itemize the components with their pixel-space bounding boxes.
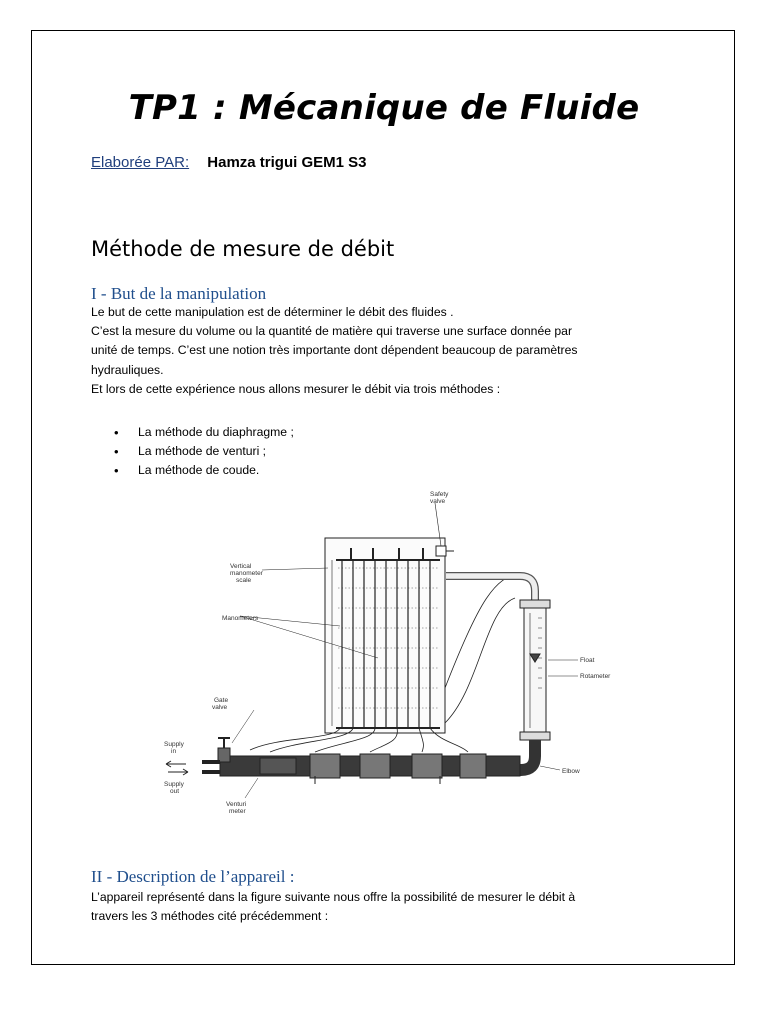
list-item: • La méthode de venturi ;	[114, 442, 294, 461]
label-gate-valve: valve	[212, 704, 228, 711]
document-title: TP1 : Mécanique de Fluide	[128, 88, 640, 128]
label-gate-valve: Gate	[214, 697, 229, 704]
section2-heading: II - Description de l’appareil :	[91, 867, 295, 886]
methods-list	[114, 423, 294, 481]
section1-line: unité de temps. C’est une notion très importante dont dépendent beaucoup de paramètres	[91, 343, 578, 358]
label-supply-out: out	[170, 788, 180, 795]
label-float: Float	[580, 657, 595, 664]
label-supply-in: in	[171, 748, 177, 755]
author-name: Hamza trigui GEM1 S3	[207, 154, 367, 171]
section1-paragraph	[91, 303, 681, 399]
author-line	[91, 154, 367, 171]
section1-line: Et lors de cette expérience nous allons mesurer le débit via trois méthodes :	[91, 381, 501, 396]
document-subtitle: Méthode de mesure de débit	[91, 237, 395, 261]
apparatus-figure	[150, 488, 620, 828]
section2-paragraph	[91, 888, 681, 926]
section1-heading: I - But de la manipulation	[91, 284, 267, 303]
author-label: Elaborée PAR:	[91, 154, 190, 171]
return-pipe	[446, 576, 535, 600]
list-item: • La méthode du diaphragme ;	[114, 423, 294, 442]
section2-line: travers les 3 méthodes cité précédemment :	[91, 909, 329, 924]
rotameter	[524, 600, 546, 740]
label-supply-out: Supply	[164, 781, 184, 788]
section1-line: C’est la mesure du volume ou la quantité de matière qui traverse une surface donnée par	[91, 324, 573, 339]
label-supply-in: Supply	[164, 741, 184, 748]
label-vertical-manometer: scale	[236, 577, 252, 584]
manometer-board	[325, 538, 445, 733]
label-venturi-meter: Venturi	[226, 801, 247, 808]
safety-valve	[436, 546, 446, 556]
label-vertical-manometer: manometer	[230, 570, 263, 577]
gate-valve	[218, 748, 230, 762]
list-item: • La méthode de coude.	[114, 461, 294, 480]
label-safety-valve: Safety	[430, 491, 449, 498]
label-manometers: Manometers	[222, 615, 259, 622]
label-safety-valve: valve	[430, 498, 446, 505]
label-elbow: Elbow	[562, 768, 580, 775]
section1-line: Le but de cette manipulation est de déterminer le débit des fluides .	[91, 305, 454, 319]
section2-line: L’appareil représenté dans la figure suivante nous offre la possibilité de mesurer le débit à	[91, 890, 576, 904]
label-vertical-manometer: Vertical	[230, 563, 252, 570]
section1-line: hydrauliques.	[91, 362, 164, 377]
label-rotameter: Rotameter	[580, 673, 611, 680]
label-venturi-meter: meter	[229, 808, 246, 815]
